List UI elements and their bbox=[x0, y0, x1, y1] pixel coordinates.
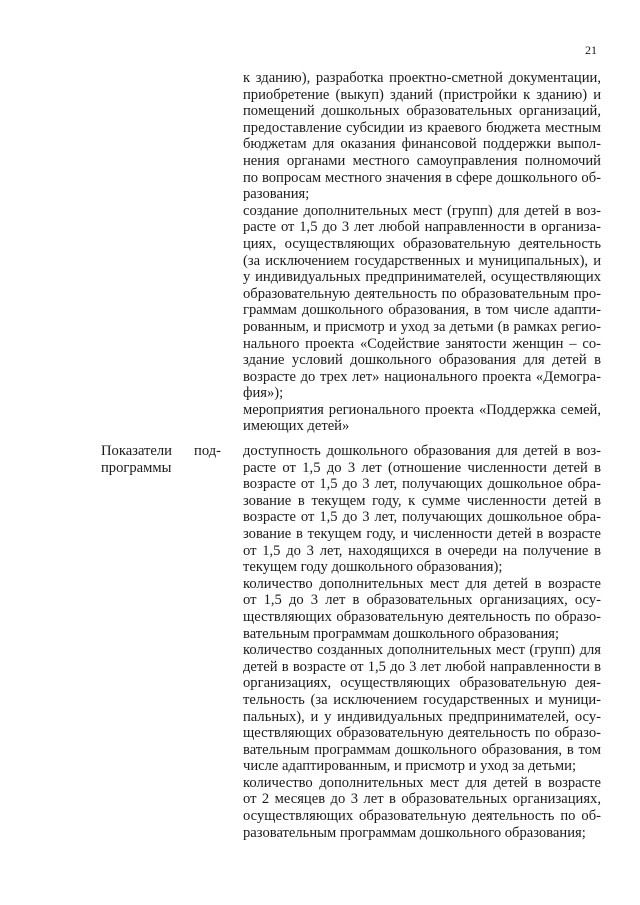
indicator-line: тельность (за исключением государственных и муници- bbox=[243, 691, 601, 708]
indicator-line: текущем году дошкольного образования); bbox=[243, 559, 503, 576]
indicator-paragraph bbox=[243, 443, 601, 576]
tasks-line: имеющих детей» bbox=[243, 418, 350, 435]
tasks-paragraph bbox=[243, 402, 601, 435]
tasks-line: по вопросам местного значения в сфере дошкольного об- bbox=[243, 169, 601, 186]
indicator-line: количество дополнительных мест для детей в возрасте bbox=[243, 575, 601, 592]
indicator-line: детей в возрасте от 1,5 до 3 лет любой направленности в bbox=[243, 658, 601, 675]
tasks-line: расте от 1,5 до 3 лет любой направленности в организа- bbox=[243, 219, 601, 236]
indicator-line: количество дополнительных мест для детей в возрасте bbox=[243, 774, 601, 791]
subprogram-tasks-text bbox=[243, 70, 601, 435]
tasks-line: граммам дошкольного образования, в том числе адапти- bbox=[243, 302, 601, 319]
indicator-line: разовательным программам дошкольного образования; bbox=[243, 824, 586, 841]
indicator-line: вательным программам дошкольного образования, в том bbox=[243, 741, 601, 758]
tasks-line: рованным, и присмотр и уход за детьми (в рамках регио- bbox=[243, 318, 601, 335]
indicators-label-line1: Показатели под- bbox=[101, 443, 221, 459]
indicator-line: ществляющих образовательную деятельность по образо- bbox=[243, 725, 601, 742]
tasks-paragraph bbox=[243, 203, 601, 402]
indicator-line: возрасте от 1,5 до 3 лет, получающих дошкольное обра- bbox=[243, 476, 601, 493]
indicator-line: вательным программам дошкольного образования; bbox=[243, 625, 560, 642]
tasks-line: создание дополнительных мест (групп) для детей в воз- bbox=[243, 202, 601, 219]
tasks-line: нального проекта «Содействие занятости женщин – со- bbox=[243, 335, 601, 352]
indicators-text bbox=[243, 443, 601, 841]
indicators-label bbox=[101, 443, 221, 476]
indicator-line: организациях, осуществляющих образовательную дея- bbox=[243, 675, 601, 692]
indicator-line: от 1,5 до 3 лет, находящихся в очереди на получение в bbox=[243, 542, 601, 559]
indicator-line: зование в текущем году, к сумме численности детей в bbox=[243, 492, 601, 509]
tasks-line: возрасте до трех лет» национального проекта «Демогра- bbox=[243, 368, 601, 385]
tasks-line: фия»); bbox=[243, 385, 284, 402]
indicator-line: доступность дошкольного образования для детей в воз- bbox=[243, 443, 601, 459]
indicator-paragraph bbox=[243, 576, 601, 642]
tasks-line: у индивидуальных предпринимателей, осуществляющих bbox=[243, 269, 601, 286]
tasks-line: помещений дошкольных образовательных организаций, bbox=[243, 103, 601, 120]
indicators-label-line2: программы bbox=[101, 459, 172, 476]
tasks-line: предоставление субсидии из краевого бюджета местным bbox=[243, 119, 601, 136]
indicator-line: ществляющих образовательную деятельность по образо- bbox=[243, 608, 601, 625]
tasks-line: циях, осуществляющих образовательную деятельность bbox=[243, 235, 601, 252]
tasks-line: здание условий дошкольного образования для детей в bbox=[243, 352, 601, 369]
indicator-line: числе адаптированным, и присмотр и уход за детьми; bbox=[243, 758, 577, 775]
tasks-line: нения органами местного самоуправления полномочий bbox=[243, 152, 601, 169]
page-number: 21 bbox=[585, 43, 597, 57]
indicator-line: осуществляющих образовательную деятельность по об- bbox=[243, 808, 601, 825]
indicator-line: от 2 месяцев до 3 лет в образовательных организациях, bbox=[243, 791, 601, 808]
indicator-line: количество созданных дополнительных мест (групп) для bbox=[243, 642, 601, 659]
indicator-paragraph bbox=[243, 775, 601, 841]
tasks-line: приобретение (выкуп) зданий (пристройки к зданию) и bbox=[243, 86, 601, 103]
tasks-paragraph bbox=[243, 70, 601, 203]
tasks-line: разования; bbox=[243, 186, 310, 203]
indicator-line: расте от 1,5 до 3 лет (отношение численности детей в bbox=[243, 459, 601, 476]
tasks-line: образовательную деятельность по образовательным про- bbox=[243, 285, 601, 302]
tasks-line: (за исключением государственных и муниципальных), и bbox=[243, 252, 601, 269]
indicator-line: пальных), и у индивидуальных предпринимателей, осу- bbox=[243, 708, 601, 725]
tasks-line: бюджетам для оказания финансовой поддержки выпол- bbox=[243, 136, 601, 153]
tasks-line: к зданию), разработка проектно-сметной документации, bbox=[243, 70, 601, 86]
indicator-paragraph bbox=[243, 642, 601, 775]
indicator-line: возрасте от 1,5 до 3 лет, получающих дошкольное обра- bbox=[243, 509, 601, 526]
indicator-line: от 1,5 до 3 лет в образовательных организациях, осу- bbox=[243, 592, 601, 609]
tasks-line: мероприятия регионального проекта «Поддержка семей, bbox=[243, 401, 601, 418]
indicator-line: зование в текущем году, и численности детей в возрасте bbox=[243, 525, 601, 542]
